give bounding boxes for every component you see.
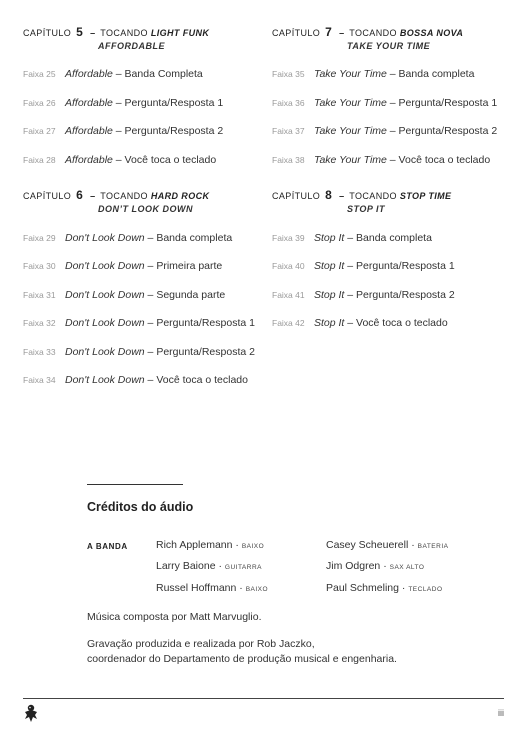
track-item — [23, 154, 216, 166]
chapter-5-header — [23, 25, 263, 51]
band-label-text: A BANDA — [87, 542, 128, 551]
track-description: – Pergunta/Resposta 2 — [344, 289, 455, 301]
track-number: Faixa 34 — [23, 375, 56, 385]
chapter-6-header — [23, 188, 263, 214]
band-label — [87, 542, 128, 551]
track-description: – Pergunta/Resposta 1 — [112, 97, 224, 109]
track-song: Stop It — [314, 260, 345, 272]
chapter-label: CAPÍTULO — [23, 191, 72, 201]
track-description: – Banda completa — [144, 232, 233, 244]
chapter-song-title: AFFORDABLE — [98, 41, 165, 51]
track-song: Take Your Time — [314, 97, 387, 109]
band-member — [156, 539, 264, 551]
track-item — [272, 260, 455, 272]
track-item — [272, 125, 497, 137]
track-description: – Pergunta/Resposta 1 — [144, 317, 255, 329]
track-description: – Você toca o teclado — [344, 317, 448, 329]
track-item — [23, 125, 223, 137]
track-number: Faixa 31 — [23, 290, 56, 300]
member-role: BAIXO — [241, 543, 265, 550]
track-item — [272, 232, 432, 244]
track-song: Affordable — [65, 125, 113, 137]
band-member — [156, 560, 262, 572]
chapter-style: STOP TIME — [399, 191, 452, 201]
track-description: – Primeira parte — [144, 260, 223, 272]
track-song: Stop It — [314, 289, 345, 301]
track-song: Don't Look Down — [65, 260, 145, 272]
footer-divider — [23, 698, 504, 699]
track-number: Faixa 41 — [272, 290, 305, 300]
chapter-dash: – — [339, 191, 345, 201]
recording-credit — [87, 637, 447, 667]
mascot-logo-icon — [22, 703, 40, 723]
track-item — [23, 374, 248, 386]
track-item — [23, 232, 232, 244]
track-item — [23, 289, 225, 301]
chapter-8-header — [272, 188, 512, 214]
track-item — [23, 97, 223, 109]
track-song: Stop It — [314, 232, 345, 244]
track-number: Faixa 29 — [23, 233, 56, 243]
chapter-song-title: STOP IT — [347, 204, 386, 214]
track-description: – Você toca o teclado — [144, 374, 248, 386]
chapter-number: 6 — [76, 188, 84, 202]
track-item — [23, 346, 255, 358]
member-separator: · — [236, 582, 246, 594]
band-member — [156, 582, 268, 594]
track-description: – Banda completa — [344, 232, 432, 244]
member-separator: · — [232, 539, 242, 551]
track-description: – Banda completa — [386, 68, 475, 80]
chapter-dash: – — [90, 28, 96, 38]
track-item — [272, 68, 474, 80]
member-separator: · — [215, 560, 225, 572]
chapter-song-title: DON’T LOOK DOWN — [98, 204, 193, 214]
track-song: Affordable — [65, 154, 113, 166]
track-song: Take Your Time — [314, 68, 387, 80]
track-song: Affordable — [65, 97, 113, 109]
track-number: Faixa 27 — [23, 126, 56, 136]
track-description: – Segunda parte — [144, 289, 226, 301]
chapter-title-line — [23, 188, 263, 202]
member-name: Larry Baione — [156, 560, 216, 572]
track-description: – Banda Completa — [112, 68, 203, 80]
recording-credit-line: coordenador do Departamento de produção musical e engenharia. — [87, 653, 397, 665]
chapter-playing-label: TOCANDO — [349, 191, 397, 201]
chapter-label: CAPÍTULO — [272, 191, 321, 201]
track-number: Faixa 35 — [272, 69, 305, 79]
member-separator: · — [398, 582, 409, 594]
chapter-label: CAPÍTULO — [272, 28, 321, 38]
track-item — [23, 260, 222, 272]
chapter-dash: – — [339, 28, 345, 38]
member-name: Russel Hoffmann — [156, 582, 237, 594]
credits-divider — [87, 484, 183, 485]
credits-title: Créditos do áudio — [87, 500, 194, 514]
track-item — [272, 317, 448, 329]
track-song: Affordable — [65, 68, 113, 80]
track-description: – Pergunta/Resposta 2 — [386, 125, 498, 137]
track-song: Don't Look Down — [65, 232, 145, 244]
track-number: Faixa 42 — [272, 318, 305, 328]
track-number: Faixa 36 — [272, 98, 305, 108]
track-song: Stop It — [314, 317, 345, 329]
recording-credit-line: Gravação produzida e realizada por Rob Jaczko, — [87, 638, 315, 650]
composer-credit: Música composta por Matt Marvuglio. — [87, 611, 262, 623]
member-role: BATERIA — [417, 543, 449, 550]
track-song: Take Your Time — [314, 125, 387, 137]
page-number: iii — [498, 708, 504, 718]
chapter-style: BOSSA NOVA — [399, 28, 464, 38]
chapter-7-header — [272, 25, 512, 51]
chapter-style: LIGHT FUNK — [150, 28, 210, 38]
band-member — [326, 560, 424, 572]
chapter-playing-label: TOCANDO — [100, 28, 148, 38]
chapter-playing-label: TOCANDO — [349, 28, 397, 38]
chapter-label: CAPÍTULO — [23, 28, 72, 38]
track-number: Faixa 25 — [23, 69, 56, 79]
chapter-number: 5 — [76, 25, 84, 39]
track-description: – Pergunta/Resposta 2 — [112, 125, 224, 137]
member-name: Casey Scheuerell — [326, 539, 409, 551]
member-separator: · — [380, 560, 390, 572]
member-role: GUITARRA — [224, 564, 262, 571]
chapter-title-line — [23, 25, 263, 39]
track-item — [23, 68, 203, 80]
member-name: Rich Applemann — [156, 539, 233, 551]
chapter-number: 8 — [325, 188, 333, 202]
member-name: Paul Schmeling — [326, 582, 399, 594]
track-number: Faixa 38 — [272, 155, 305, 165]
track-item — [23, 317, 255, 329]
band-member — [326, 539, 448, 551]
chapter-song-title: TAKE YOUR TIME — [347, 41, 431, 51]
track-number: Faixa 32 — [23, 318, 56, 328]
track-number: Faixa 40 — [272, 261, 305, 271]
track-description: – Pergunta/Resposta 2 — [144, 346, 255, 358]
chapter-dash: – — [90, 191, 96, 201]
track-item — [272, 97, 497, 109]
member-name: Jim Odgren — [326, 560, 381, 572]
track-song: Don't Look Down — [65, 317, 145, 329]
track-number: Faixa 26 — [23, 98, 56, 108]
member-separator: · — [408, 539, 418, 551]
member-role: SAX ALTO — [389, 564, 425, 571]
track-description: – Você toca o teclado — [112, 154, 217, 166]
track-number: Faixa 39 — [272, 233, 305, 243]
track-number: Faixa 30 — [23, 261, 56, 271]
member-role: BAIXO — [245, 586, 269, 593]
chapter-style: HARD ROCK — [150, 191, 210, 201]
track-song: Don't Look Down — [65, 374, 145, 386]
chapter-title-line — [272, 25, 512, 39]
track-song: Don't Look Down — [65, 346, 145, 358]
chapter-playing-label: TOCANDO — [100, 191, 148, 201]
track-number: Faixa 33 — [23, 347, 56, 357]
track-number: Faixa 28 — [23, 155, 56, 165]
chapter-title-line — [272, 188, 512, 202]
track-item — [272, 289, 455, 301]
chapter-number: 7 — [325, 25, 333, 39]
band-member — [326, 582, 443, 594]
track-description: – Você toca o teclado — [386, 154, 491, 166]
track-item — [272, 154, 490, 166]
member-role: TECLADO — [408, 586, 443, 593]
track-description: – Pergunta/Resposta 1 — [344, 260, 455, 272]
track-number: Faixa 37 — [272, 126, 305, 136]
track-song: Take Your Time — [314, 154, 387, 166]
track-description: – Pergunta/Resposta 1 — [386, 97, 498, 109]
track-song: Don't Look Down — [65, 289, 145, 301]
